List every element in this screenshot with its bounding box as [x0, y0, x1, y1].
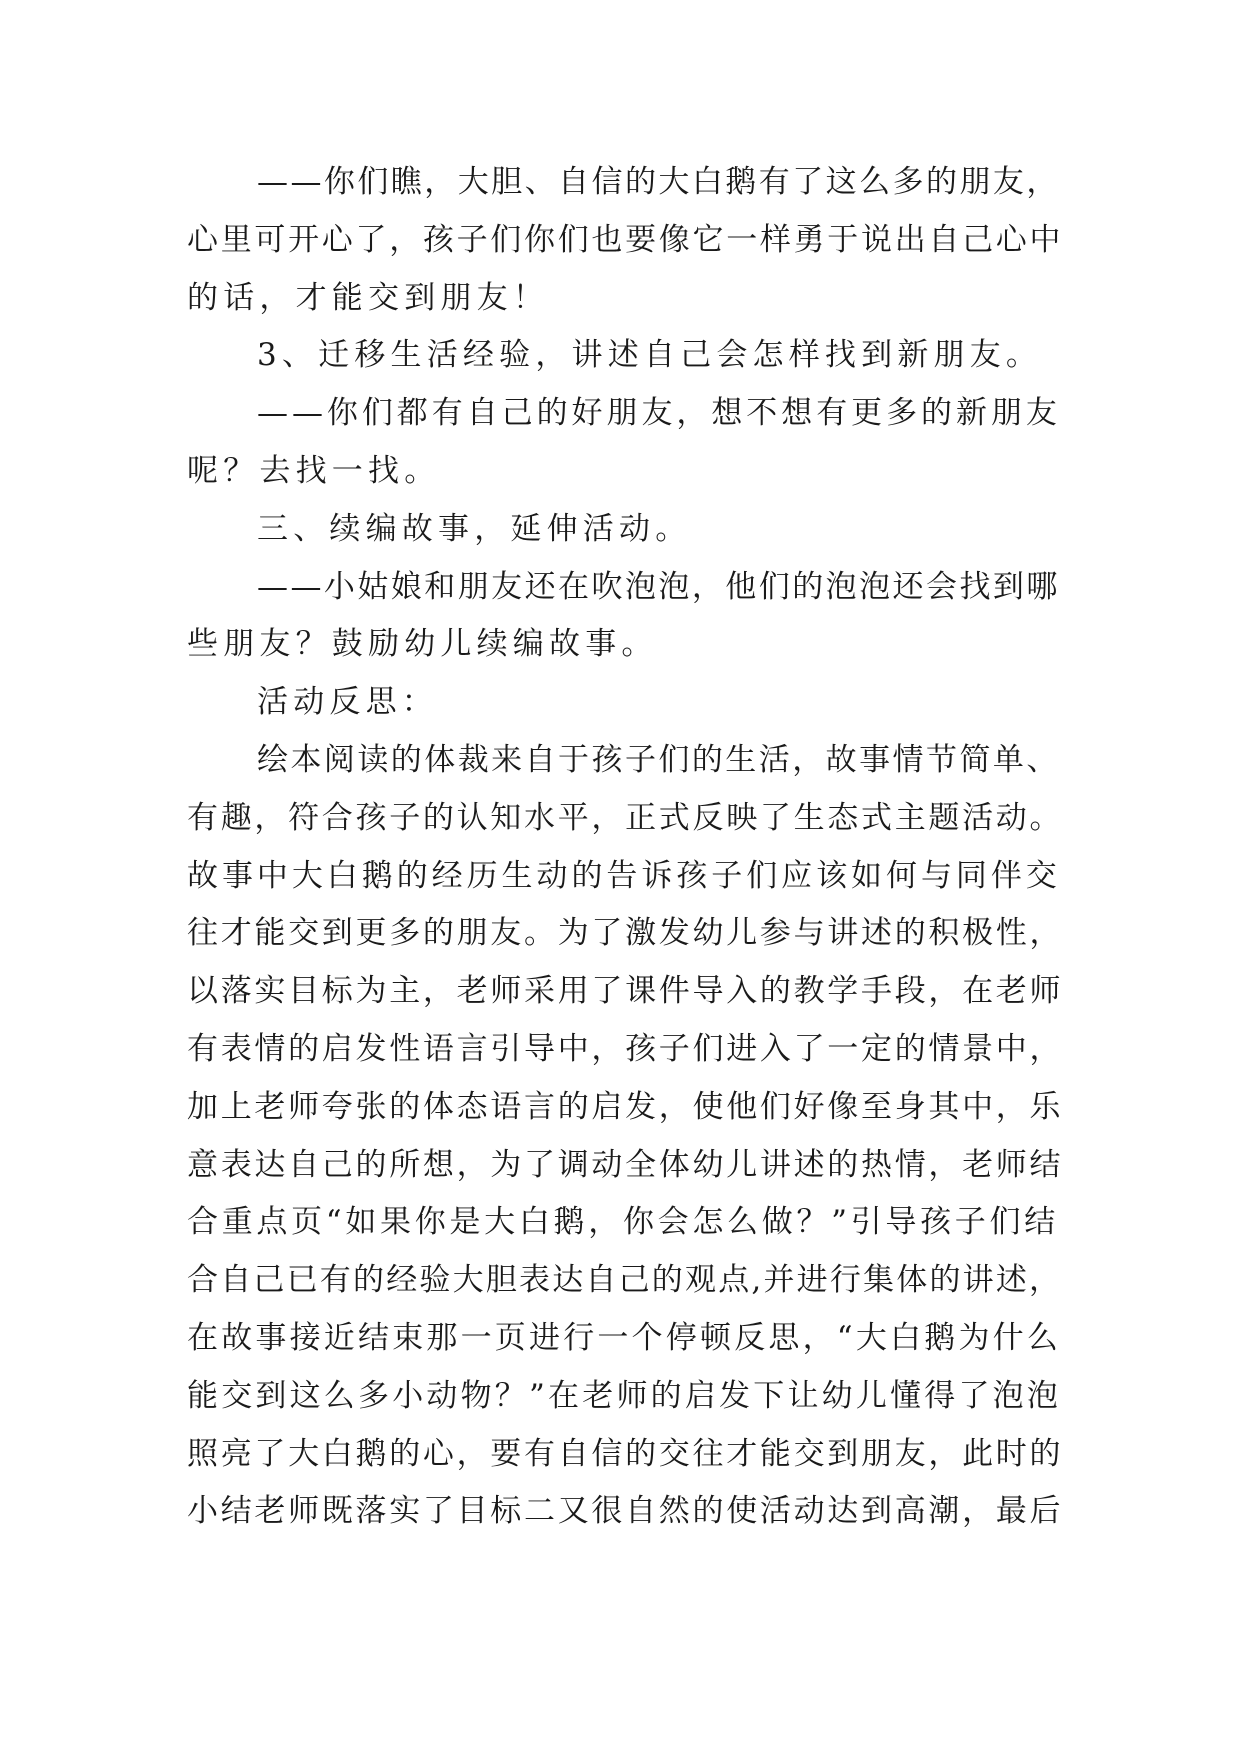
text-line: 合自己已有的经验大胆表达自己的观点,并进行集体的讲述，	[187, 1262, 1063, 1299]
text-line: 绘本阅读的体裁来自于孩子们的生活，故事情节简单、	[257, 741, 1060, 778]
text-line: 有趣，符合孩子的认知水平，正式反映了生态式主题活动。	[187, 799, 1064, 836]
document-body	[187, 154, 1063, 1541]
text-line: 能交到这么多小动物？”在老师的启发下让幼儿懂得了泡泡	[187, 1377, 1062, 1414]
text-line: 的话，才能交到朋友！	[187, 279, 549, 316]
section-heading: 活动反思：	[257, 684, 438, 721]
text-line: 合重点页“如果你是大白鹅，你会怎么做？”引导孩子们结	[187, 1204, 1059, 1241]
text-line: 有表情的启发性语言引导中，孩子们进入了一定的情景中，	[187, 1030, 1064, 1067]
text-line: ——小姑娘和朋友还在吹泡泡，他们的泡泡还会找到哪	[257, 568, 1060, 605]
text-line: 加上老师夸张的体态语言的启发，使他们好像至身其中，乐	[187, 1088, 1064, 1125]
text-line: 小结老师既落实了目标二又很自然的使活动达到高潮，最后	[187, 1493, 1064, 1530]
text-line: 3、迁移生活经验，讲述自己会怎样找到新朋友。	[257, 337, 1043, 374]
text-line: 心里可开心了，孩子们你们也要像它一样勇于说出自己心中	[187, 221, 1064, 258]
text-line: 故事中大白鹅的经历生动的告诉孩子们应该如何与同伴交	[187, 857, 1061, 894]
text-line: 在故事接近结束那一页进行一个停顿反思，“大白鹅为什么	[187, 1319, 1062, 1356]
text-line: 呢？去找一找。	[187, 452, 441, 489]
text-line: 些朋友？鼓励幼儿续编故事。	[187, 626, 658, 663]
section-heading: 三、续编故事，延伸活动。	[257, 510, 692, 547]
text-line: 以落实目标为主，老师采用了课件导入的教学手段，在老师	[187, 973, 1064, 1010]
text-line: ——你们都有自己的好朋友，想不想有更多的新朋友	[257, 395, 1061, 432]
text-line: 意表达自己的所想，为了调动全体幼儿讲述的热情，老师结	[187, 1146, 1064, 1183]
text-line: 照亮了大白鹅的心，要有自信的交往才能交到朋友，此时的	[187, 1435, 1064, 1472]
text-line: ——你们瞧，大胆、自信的大白鹅有了这么多的朋友，	[257, 164, 1060, 200]
text-line: 往才能交到更多的朋友。为了激发幼儿参与讲述的积极性，	[187, 915, 1064, 952]
